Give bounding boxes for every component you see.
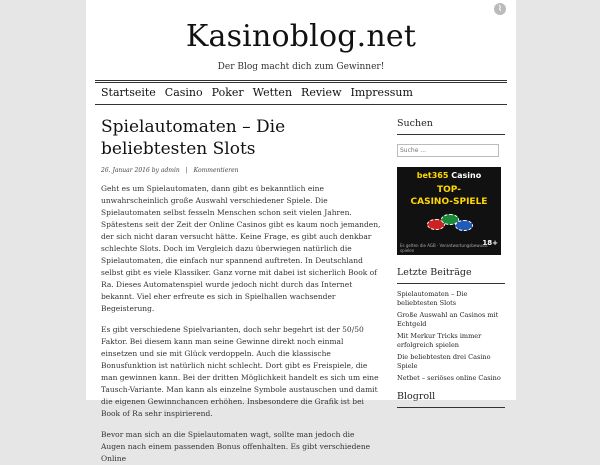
nav-item-casino[interactable]: Casino bbox=[164, 86, 203, 99]
post-paragraph: Bevor man sich an die Spielautomaten wagt, sollte man jedoch die Augen nach einem passenden Bonus offenhalten. Es gibt verschiedene Online bbox=[101, 430, 371, 463]
post-comments-link[interactable]: Kommentieren bbox=[193, 167, 239, 174]
post-meta bbox=[101, 167, 381, 174]
nav-item-impressum[interactable]: Impressum bbox=[350, 86, 413, 99]
ad-brand bbox=[397, 171, 501, 180]
recent-post-link[interactable]: Die beliebtesten drei Casino Spiele bbox=[397, 353, 491, 370]
recent-posts-widget bbox=[397, 267, 505, 383]
main-nav bbox=[101, 86, 413, 99]
post-date[interactable]: 26. Januar 2016 bbox=[101, 167, 150, 174]
recent-post-link[interactable]: Große Auswahl an Casinos mit Echtgeld bbox=[397, 311, 499, 328]
post-article bbox=[101, 116, 381, 465]
nav-item-review[interactable]: Review bbox=[301, 86, 342, 99]
nav-divider-top bbox=[95, 80, 507, 81]
ad-brand-name: bet365 bbox=[416, 171, 449, 180]
nav-item-startseite[interactable]: Startseite bbox=[101, 86, 156, 99]
recent-posts-title: Letzte Beiträge bbox=[397, 267, 505, 284]
ad-fine-print: Es gelten die AGB · Verantwortungsbewusst spielen bbox=[400, 243, 488, 253]
meta-separator: | bbox=[185, 167, 188, 174]
nav-divider-bottom bbox=[95, 104, 507, 105]
post-title[interactable]: Spielautomaten – Die beliebtesten Slots bbox=[101, 117, 286, 159]
page-container bbox=[86, 0, 516, 463]
post-paragraph: Geht es um Spielautomaten, dann gibt es bekanntlich eine unwahrscheinlich große Auswahl verschiedener Spiele. Die Spielautomaten selbst fesseln Menschen schon seit vielen Jahren. Spätestens seit der Zeit der Online Casinos gibt es kaum noch jemanden, der sich nicht daran versucht hätte. Keine Frage, es gibt auch denkbar schlechte Slots. Doch im Vergleich dazu überwiegen natürlich die Spielautomaten, die einfach nur spannend auftreten. In Deutschland selbst gibt es viele Klassiker. Ganz vorne mit dabei ist sicherlich Book of Ra. Dieses Automatenspiel wurde jedoch nicht durch das Internet bekannt. Viel eher erfreute es sich in Spielhallen wachsender Begeisterung. bbox=[101, 184, 381, 313]
rss-icon[interactable]: ⌇ bbox=[494, 3, 506, 15]
recent-post-link[interactable]: Mit Merkur Tricks immer erfolgreich spielen bbox=[397, 332, 482, 349]
ad-brand-suffix: Casino bbox=[451, 171, 482, 180]
ad-age-badge: 18+ bbox=[482, 239, 498, 247]
post-body bbox=[101, 183, 381, 465]
blogroll-title: Blogroll bbox=[397, 391, 505, 408]
search-input[interactable] bbox=[397, 144, 499, 157]
casino-chip-icon bbox=[455, 220, 473, 231]
casino-ad-banner[interactable] bbox=[397, 167, 501, 255]
post-author-prefix: by bbox=[151, 167, 159, 174]
post-author[interactable]: admin bbox=[160, 167, 180, 174]
site-tagline: Der Blog macht dich zum Gewinner! bbox=[217, 62, 385, 72]
nav-item-poker[interactable]: Poker bbox=[211, 86, 244, 99]
recent-post-link[interactable]: Netbet – seriöses online Casino bbox=[397, 374, 501, 382]
nav-divider-top-2 bbox=[95, 82, 507, 83]
search-widget-title: Suchen bbox=[397, 118, 505, 135]
site-title[interactable]: Kasinoblog.net bbox=[185, 19, 417, 54]
post-paragraph: Es gibt verschiedene Spielvarianten, doch sehr begehrt ist der 50/50 Faktor. Bei diesem kann man seine Gewinne direkt noch einmal einsetzen und sie mit Glück verdoppeln. Auch die klassische Bonusfunktion ist natürlich nicht schlecht. Dort gibt es Freispiele, die man gewinnen kann. Bei der dritten Möglichkeit handelt es sich um eine Tausch-Variante. Man kann als einzelne Symbole austauschen und damit die eigenen Gewinnchancen erhöhen. Insbesondere die Grafik ist bei Book of Ra sehr inspirierend. bbox=[101, 325, 379, 418]
recent-post-link[interactable]: Spielautomaten – Die beliebtesten Slots bbox=[397, 290, 468, 307]
nav-item-wetten[interactable]: Wetten bbox=[252, 86, 293, 99]
ad-headline-1: TOP- bbox=[437, 185, 461, 195]
sidebar bbox=[397, 118, 505, 408]
ad-headline-2: CASINO-SPIELE bbox=[410, 197, 488, 207]
